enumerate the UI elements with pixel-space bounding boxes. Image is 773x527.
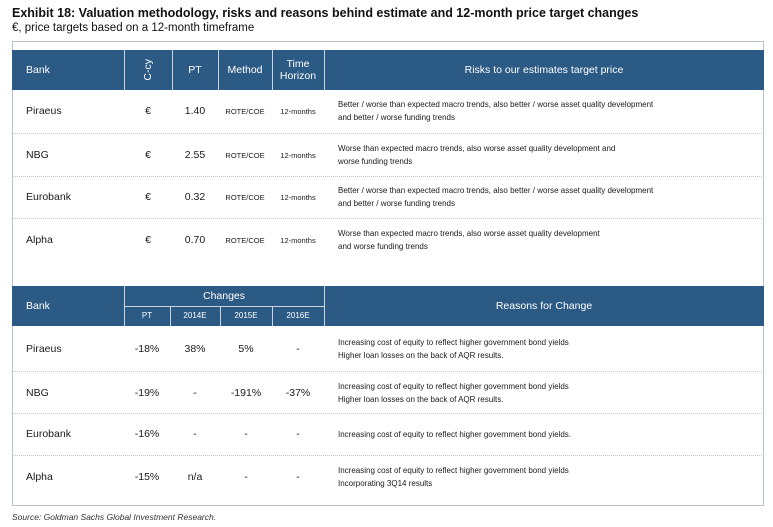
row2-2015e: -: [244, 428, 248, 440]
row2-2016e: -: [296, 471, 300, 483]
row2-reason-line1: Increasing cost of equity to reflect higher government bond yields.: [338, 429, 572, 439]
header2-2016e: 2016E: [286, 311, 310, 320]
row2-pt: -16%: [134, 428, 160, 440]
row-risk-line2: and better / worse funding trends: [338, 113, 455, 122]
row-pt: 0.32: [184, 191, 206, 203]
row-bank: Alpha: [26, 234, 53, 246]
row2-bank: NBG: [26, 386, 49, 399]
row2-reason-line2: Higher loan losses on the back of AQR results.: [338, 394, 504, 404]
row2-bank: Eurobank: [26, 428, 71, 440]
header2-bank: Bank: [26, 300, 50, 312]
table1-header: [12, 50, 764, 90]
row-bank: Eurobank: [26, 191, 71, 203]
row2-pt: -19%: [134, 386, 160, 399]
header2-changes: Changes: [202, 290, 246, 302]
row-risk-line2: and worse funding trends: [338, 242, 428, 251]
row-ccy: €: [145, 191, 151, 203]
row-method: ROTE/COE: [225, 235, 265, 245]
row-risk-line1: Worse than expected macro trends, also worse asset quality development and: [338, 144, 616, 153]
row-method: ROTE/COE: [225, 150, 265, 160]
row-pt: 1.40: [184, 105, 206, 117]
row-pt: 0.70: [184, 234, 206, 246]
header2-reasons: Reasons for Change: [495, 300, 593, 312]
row2-pt: -15%: [134, 471, 160, 483]
table1-row: [12, 90, 764, 132]
table2-row: [12, 414, 764, 454]
row2-2016e: -: [296, 428, 300, 440]
row2-reason-line1: Increasing cost of equity to reflect higher government bond yields: [338, 338, 569, 347]
row2-2014e: 38%: [184, 343, 206, 355]
exhibit-title: Exhibit 18: Valuation methodology, risks and reasons behind estimate and 12-month price target changes: [12, 6, 639, 20]
row-risk-line2: worse funding trends: [338, 157, 413, 166]
row-horizon: 12-months: [280, 150, 316, 160]
header2-2014e: 2014E: [183, 311, 207, 320]
row2-reason-line2: Incorporating 3Q14 results: [338, 479, 433, 488]
table2-row: [12, 456, 764, 498]
table1-row: [12, 219, 764, 261]
row2-2015e: -: [244, 471, 248, 483]
row-ccy: €: [145, 105, 151, 117]
header-method: Method: [227, 64, 263, 76]
row-risk-line1: Worse than expected macro trends, also worse asset quality development: [338, 229, 600, 238]
row2-2015e: -191%: [230, 386, 262, 399]
row-risk-line1: Better / worse than expected macro trends, also better / worse asset quality development: [338, 100, 654, 109]
header-pt: PT: [188, 64, 202, 76]
exhibit-subtitle: €, price targets based on a 12-month timeframe: [12, 22, 255, 34]
row2-2014e: n/a: [187, 471, 203, 483]
row-method: ROTE/COE: [225, 192, 265, 202]
row-horizon: 12-months: [280, 106, 316, 116]
header-ccy-label: C-cy: [142, 59, 154, 81]
header-bank: Bank: [26, 64, 50, 76]
row-risk-line2: and better / worse funding trends: [338, 199, 455, 208]
table1-row: [12, 177, 764, 217]
row-horizon: 12-months: [280, 192, 316, 202]
source-note: Source: Goldman Sachs Global Investment Research.: [12, 512, 217, 522]
row-bank: NBG: [26, 149, 49, 161]
table2-row: [12, 327, 764, 371]
row2-reason-line1: Increasing cost of equity to reflect higher government bond yields: [338, 466, 569, 475]
table2-header: [12, 286, 764, 326]
row-bank: Piraeus: [26, 105, 62, 117]
table2-row: [12, 372, 764, 413]
row2-2016e: -37%: [285, 386, 311, 399]
row2-2016e: -: [296, 343, 300, 355]
row2-reason-line2: Higher loan losses on the back of AQR results.: [338, 351, 504, 360]
row-ccy: €: [145, 149, 151, 161]
table1-row: [12, 134, 764, 176]
header2-pt: PT: [141, 311, 153, 320]
header-ccy: [124, 50, 172, 90]
row2-reason-line1: Increasing cost of equity to reflect higher government bond yields: [338, 381, 569, 391]
row2-2014e: -: [193, 428, 197, 440]
row2-2015e: 5%: [238, 343, 254, 355]
header-time-horizon: Time Horizon: [279, 58, 317, 82]
header-risks: Risks to our estimates target price: [464, 64, 624, 76]
row-horizon: 12-months: [280, 235, 316, 245]
row2-bank: Piraeus: [26, 343, 62, 355]
row-risk-line1: Better / worse than expected macro trends, also better / worse asset quality development: [338, 186, 654, 195]
header2-2015e: 2015E: [234, 311, 258, 320]
row2-bank: Alpha: [26, 471, 53, 483]
row-pt: 2.55: [184, 149, 206, 161]
row2-2014e: -: [193, 386, 197, 399]
row-method: ROTE/COE: [225, 106, 265, 116]
row-ccy: €: [145, 234, 151, 246]
row2-pt: -18%: [134, 343, 160, 355]
